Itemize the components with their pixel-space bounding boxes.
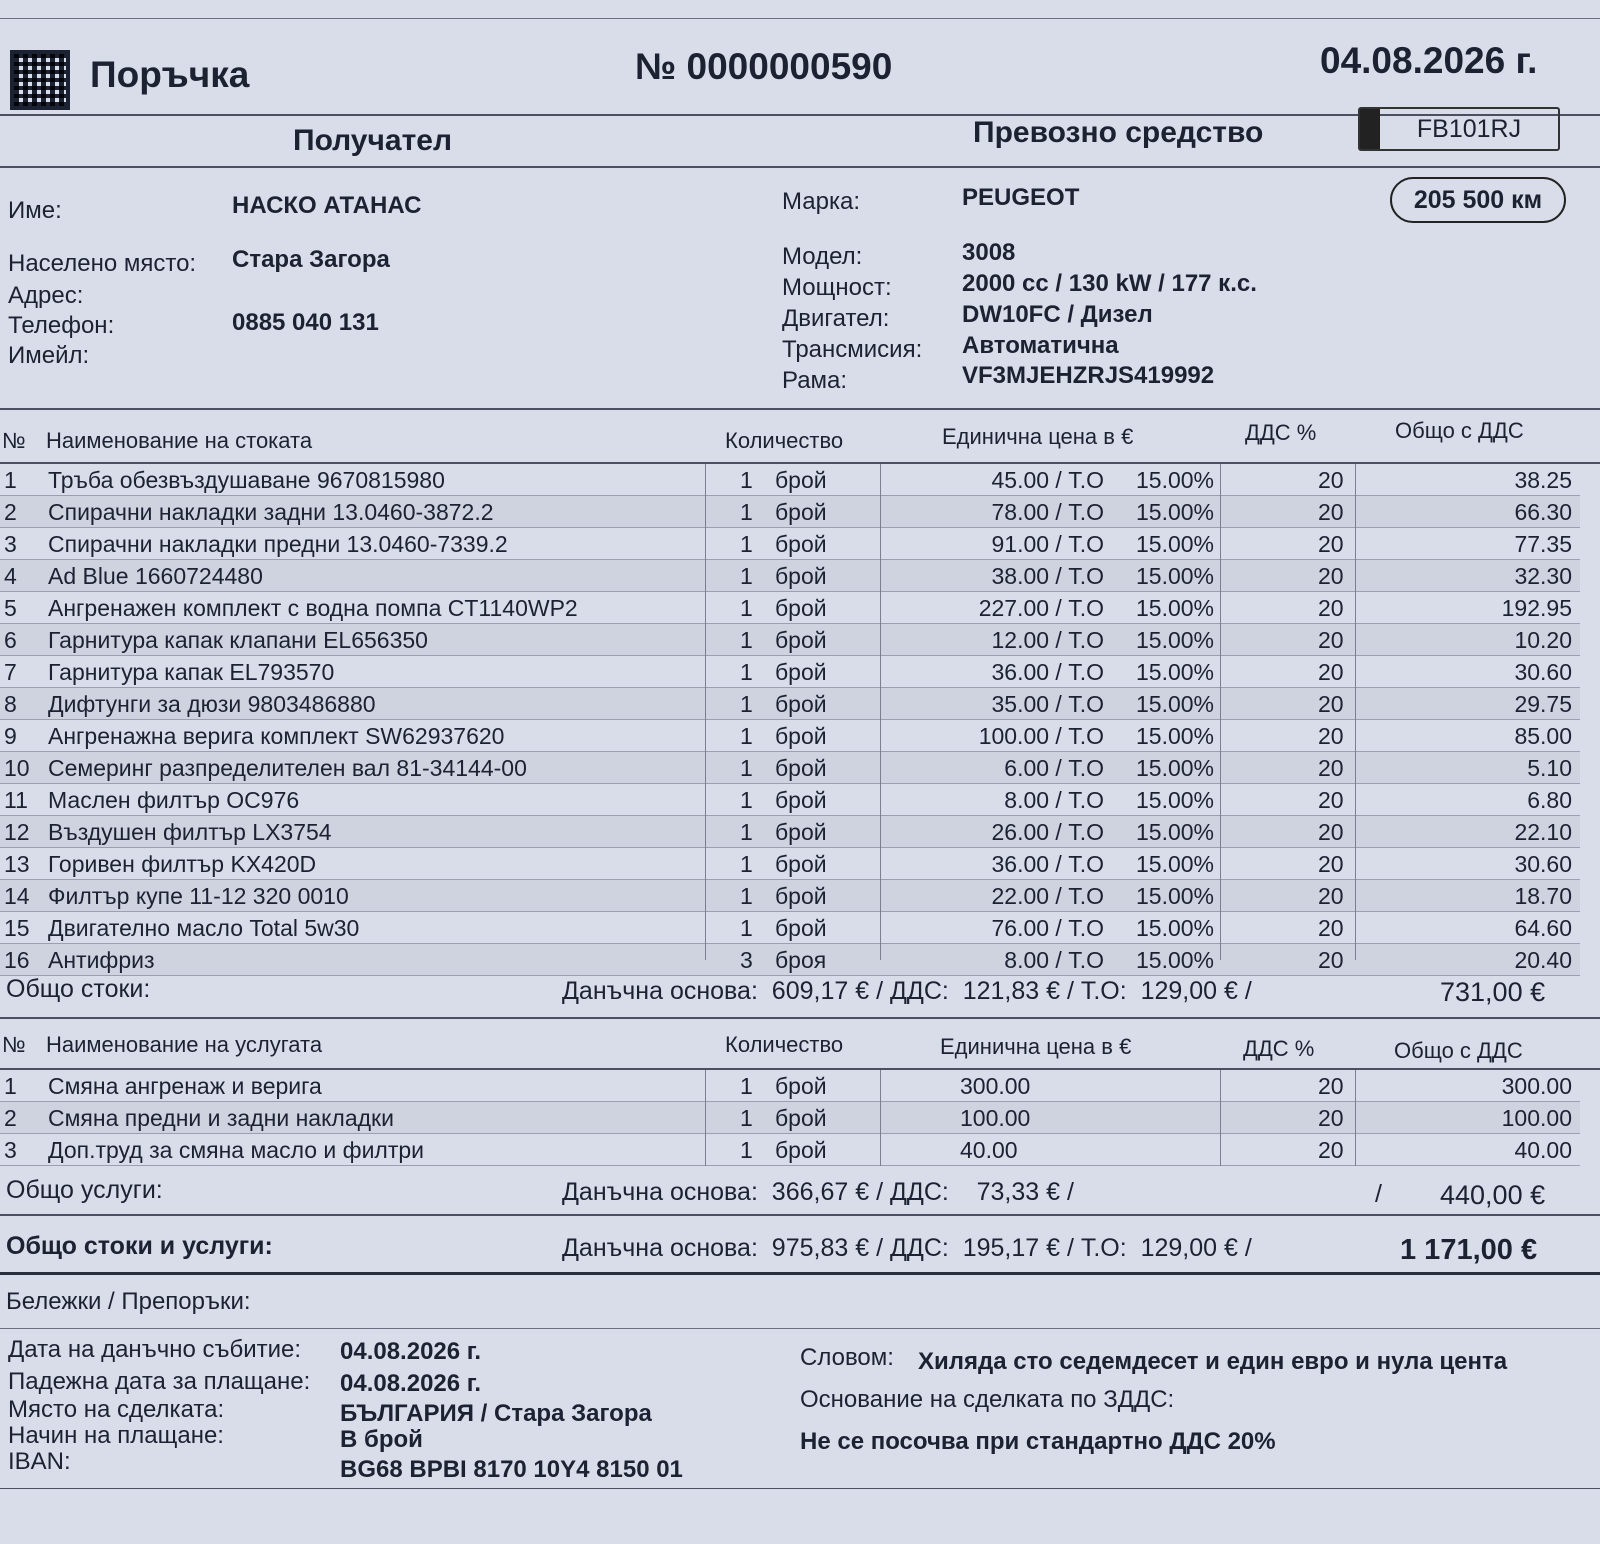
row-quantity: 1 [740,787,753,813]
words-label: Словом: [800,1344,894,1371]
row-number: 3 [4,1137,17,1163]
row-number: 2 [4,1105,17,1131]
row-unit-price: 36.00 / Т.О [991,659,1104,685]
services-total-breakdown: Данъчна основа: 366,67 € / ДДС: 73,33 € / [562,1178,1074,1206]
grand-total-breakdown: Данъчна основа: 975,83 € / ДДС: 195,17 € / Т.О: 129,00 € / [562,1234,1252,1262]
row-unit: брой [775,659,827,685]
row-vat: 20 [1318,659,1344,685]
row-name: Спирачни накладки задни 13.0460-3872.2 [48,499,494,525]
order-number: № 0000000590 [635,46,893,87]
row-total: 192.95 [1501,595,1572,621]
row-unit: брой [775,1073,827,1099]
row-vat: 20 [1318,691,1344,717]
row-discount: 15.00% [1136,595,1215,621]
row-total: 30.60 [1514,851,1572,877]
row-name: Ad Blue 1660724480 [48,563,263,589]
customer-phone: 0885 040 131 [232,309,379,336]
row-unit-price: 227.00 / Т.О [978,595,1104,621]
row-unit: брой [775,1105,827,1131]
divider [0,408,1600,410]
vehicle-transmission: Автоматична [962,332,1119,359]
iban: BG68 BPBI 8170 10Y4 8150 01 [340,1456,683,1483]
divider [0,1328,1600,1329]
row-vat: 20 [1318,851,1344,877]
vehicle-make: PEUGEOT [962,184,1080,211]
row-name: Антифриз [48,947,155,973]
row-unit: броя [775,947,827,973]
row-unit-price: 8.00 / Т.О [1004,947,1104,973]
payment-method: В брой [340,1426,423,1453]
services-col-quantity: Количество [725,1032,844,1057]
row-discount: 15.00% [1136,531,1215,557]
row-total: 18.70 [1514,883,1572,909]
row-unit-price: 22.00 / Т.О [991,883,1104,909]
goods-total-breakdown: Данъчна основа: 609,17 € / ДДС: 121,83 € / Т.О: 129,00 € / [562,977,1252,1005]
services-col-total: Общо с ДДС [1394,1038,1523,1063]
row-number: 8 [4,691,17,717]
column-divider [705,1070,706,1166]
vehicle-model: 3008 [962,239,1016,266]
row-name: Филтър купе 11-12 320 0010 [48,883,349,909]
name-label: Име: [8,197,62,224]
row-unit: брой [775,755,827,781]
divider [0,1272,1600,1275]
row-discount: 15.00% [1136,691,1215,717]
vehicle-engine: DW10FC / Дизел [962,301,1153,328]
column-divider [1355,1070,1356,1166]
row-quantity: 1 [740,1073,753,1099]
iban-label: IBAN: [8,1448,71,1475]
plate-number: FB101RJ [1416,114,1522,143]
row-total: 66.30 [1514,499,1572,525]
row-number: 3 [4,531,17,557]
table-row [0,944,1580,976]
address-label: Адрес: [8,282,84,309]
row-number: 6 [4,627,17,653]
row-quantity: 1 [740,1105,753,1131]
row-vat: 20 [1318,819,1344,845]
row-unit: брой [775,819,827,845]
row-quantity: 1 [740,627,753,653]
row-quantity: 1 [740,915,753,941]
goods-total: 731,00 € [1440,977,1546,1007]
table-row [0,816,1580,848]
phone-label: Телефон: [8,312,115,339]
services-total-slash: / [1375,1180,1382,1208]
row-discount: 15.00% [1136,723,1215,749]
row-quantity: 1 [740,691,753,717]
row-discount: 15.00% [1136,883,1215,909]
row-vat: 20 [1318,947,1344,973]
row-total: 77.35 [1514,531,1572,557]
row-quantity: 1 [740,563,753,589]
row-total: 30.60 [1514,659,1572,685]
row-discount: 15.00% [1136,627,1215,653]
email-label: Имейл: [8,342,90,369]
goods-col-total: Общо с ДДС [1395,418,1524,443]
row-unit-price: 8.00 / Т.О [1004,787,1104,813]
power-label: Мощност: [782,274,892,301]
row-vat: 20 [1318,563,1344,589]
row-discount: 15.00% [1136,499,1215,525]
row-quantity: 1 [740,883,753,909]
row-unit: брой [775,595,827,621]
row-number: 15 [4,915,30,941]
row-vat: 20 [1318,627,1344,653]
row-quantity: 1 [740,755,753,781]
transmission-label: Трансмисия: [782,336,923,363]
row-unit: брой [775,627,827,653]
vehicle-power: 2000 cc / 130 kW / 177 к.с. [962,270,1257,297]
grand-total: 1 171,00 € [1400,1234,1538,1266]
row-name: Гарнитура капак клапани EL656350 [48,627,428,653]
divider [0,1214,1600,1216]
payment-label: Начин на плащане: [8,1422,224,1449]
row-discount: 15.00% [1136,467,1215,493]
vehicle-vin: VF3MJEHZRJS419992 [962,362,1215,389]
row-number: 5 [4,595,17,621]
mileage-badge: 205 500 км [1390,177,1566,223]
table-row [0,912,1580,944]
row-unit-price: 100.00 [960,1105,1031,1131]
row-unit-price: 26.00 / Т.О [991,819,1104,845]
amount-in-words: Хиляда сто седемдесет и един евро и нула цента [918,1348,1508,1375]
row-vat: 20 [1318,595,1344,621]
row-quantity: 3 [740,947,753,973]
row-total: 38.25 [1514,467,1572,493]
notes-label: Бележки / Препоръки: [6,1288,251,1315]
row-vat: 20 [1318,723,1344,749]
row-name: Доп.труд за смяна масло и филтри [48,1137,425,1163]
row-vat: 20 [1318,883,1344,909]
row-number: 7 [4,659,17,685]
row-unit: брой [775,851,827,877]
customer-name: НАСКО АТАНАС [232,192,422,219]
customer-city: Стара Загора [232,246,390,273]
row-unit-price: 76.00 / Т.О [991,915,1104,941]
divider [0,1488,1600,1489]
services-col-unit-price: Единична цена в € [940,1034,1132,1059]
goods-col-unit-price: Единична цена в € [942,424,1134,449]
row-unit: брой [775,531,827,557]
recipient-heading: Получател [293,124,453,157]
row-name: Гарнитура капак EL793570 [48,659,335,685]
row-number: 1 [4,1073,17,1099]
row-name: Ангренажен комплект с водна помпа CT1140WP2 [48,595,578,621]
order-date: 04.08.2026 г. [1320,40,1538,81]
table-row [0,720,1580,752]
row-name: Въздушен филтър LX3754 [48,819,332,845]
goods-col-vat: ДДС % [1245,420,1317,445]
table-row [0,560,1580,592]
row-name: Смяна ангренаж и верига [48,1073,322,1099]
row-vat: 20 [1318,915,1344,941]
row-unit-price: 100.00 / Т.О [978,723,1104,749]
row-quantity: 1 [740,1137,753,1163]
row-number: 14 [4,883,30,909]
table-row [0,752,1580,784]
vat-basis: Не се посочва при стандартно ДДС 20% [800,1428,1276,1455]
due-date-label: Падежна дата за плащане: [8,1368,311,1395]
row-quantity: 1 [740,467,753,493]
row-number: 2 [4,499,17,525]
services-col-vat: ДДС % [1243,1036,1315,1061]
row-quantity: 1 [740,723,753,749]
tax-date-label: Дата на данъчно събитие: [8,1336,302,1363]
goods-total-label: Общо стоки: [6,975,151,1003]
row-number: 1 [4,467,17,493]
row-total: 6.80 [1527,787,1572,813]
row-total: 100.00 [1501,1105,1572,1131]
row-discount: 15.00% [1136,819,1215,845]
row-quantity: 1 [740,659,753,685]
table-row [0,1102,1580,1134]
services-total: 440,00 € [1440,1180,1546,1210]
column-divider [1220,464,1221,960]
divider [0,18,1600,19]
row-unit: брой [775,1137,827,1163]
services-total-label: Общо услуги: [6,1176,163,1204]
row-unit-price: 36.00 / Т.О [991,851,1104,877]
column-divider [705,464,706,960]
row-vat: 20 [1318,787,1344,813]
vehicle-heading: Превозно средство [973,116,1264,149]
vat-basis-label: Основание на сделката по ЗДДС: [800,1386,1175,1413]
row-total: 300.00 [1501,1073,1572,1099]
row-number: 13 [4,851,30,877]
row-vat: 20 [1318,1137,1344,1163]
grand-total-label: Общо стоки и услуги: [6,1232,273,1260]
row-quantity: 1 [740,531,753,557]
row-unit: брой [775,563,827,589]
row-total: 20.40 [1514,947,1572,973]
tax-date: 04.08.2026 г. [340,1338,482,1365]
divider [0,1017,1600,1019]
table-row [0,848,1580,880]
row-number: 12 [4,819,30,845]
row-discount: 15.00% [1136,755,1215,781]
row-unit-price: 45.00 / Т.О [991,467,1104,493]
row-name: Дифтунги за дюзи 9803486880 [48,691,376,717]
table-row [0,656,1580,688]
row-unit: брой [775,691,827,717]
row-unit-price: 35.00 / Т.О [991,691,1104,717]
row-total: 5.10 [1527,755,1572,781]
row-vat: 20 [1318,1073,1344,1099]
row-total: 29.75 [1514,691,1572,717]
row-quantity: 1 [740,851,753,877]
row-total: 85.00 [1514,723,1572,749]
table-row [0,1134,1580,1166]
row-name: Ангренажна верига комплект SW62937620 [48,723,505,749]
row-number: 9 [4,723,17,749]
table-row [0,688,1580,720]
goods-col-quantity: Количество [725,428,844,453]
row-discount: 15.00% [1136,915,1215,941]
row-quantity: 1 [740,819,753,845]
row-name: Двигателно масло Total 5w30 [48,915,360,941]
column-divider [1355,464,1356,960]
row-unit-price: 38.00 / Т.О [991,563,1104,589]
row-unit: брой [775,467,827,493]
model-label: Модел: [782,243,863,270]
row-total: 40.00 [1514,1137,1572,1163]
row-number: 10 [4,755,30,781]
row-unit: брой [775,883,827,909]
place: БЪЛГАРИЯ / Стара Загора [340,1400,652,1427]
goods-col-number: № [2,428,26,453]
row-discount: 15.00% [1136,787,1215,813]
row-vat: 20 [1318,531,1344,557]
row-vat: 20 [1318,467,1344,493]
row-unit: брой [775,915,827,941]
row-total: 32.30 [1514,563,1572,589]
row-unit: брой [775,499,827,525]
row-unit-price: 91.00 / Т.О [991,531,1104,557]
frame-label: Рама: [782,367,848,394]
document-title: Поръчка [90,54,250,95]
goods-col-name: Наименование на стоката [46,428,313,453]
place-label: Място на сделката: [8,1396,225,1423]
row-name: Спирачни накладки предни 13.0460-7339.2 [48,531,508,557]
row-number: 11 [4,787,28,813]
column-divider [880,1070,881,1166]
row-unit-price: 6.00 / Т.О [1004,755,1104,781]
row-unit-price: 300.00 [960,1073,1031,1099]
row-vat: 20 [1318,755,1344,781]
row-discount: 15.00% [1136,851,1215,877]
goods-table [0,464,1580,976]
row-discount: 15.00% [1136,659,1215,685]
row-name: Маслен филтър OC976 [48,787,300,813]
row-vat: 20 [1318,499,1344,525]
services-table [0,1070,1580,1166]
engine-label: Двигател: [782,305,890,332]
license-plate [1358,107,1560,151]
row-number: 4 [4,563,17,589]
services-col-name: Наименование на услугата [46,1032,323,1057]
row-number: 16 [4,947,30,973]
column-divider [1220,1070,1221,1166]
table-row [0,528,1580,560]
table-row [0,784,1580,816]
make-label: Марка: [782,188,860,215]
qr-code-icon [10,50,70,110]
row-discount: 15.00% [1136,563,1215,589]
services-col-number: № [2,1032,26,1057]
table-row [0,592,1580,624]
row-name: Горивен филтър KX420D [48,851,317,877]
row-total: 22.10 [1514,819,1572,845]
row-name: Тръба обезвъздушаване 9670815980 [48,467,445,493]
due-date: 04.08.2026 г. [340,1370,482,1397]
table-row [0,1070,1580,1102]
row-total: 10.20 [1514,627,1572,653]
city-label: Населено място: [8,250,197,277]
table-row [0,496,1580,528]
row-name: Смяна предни и задни накладки [48,1105,394,1131]
row-vat: 20 [1318,1105,1344,1131]
row-unit-price: 12.00 / Т.О [991,627,1104,653]
table-row [0,624,1580,656]
row-name: Семеринг разпределителен вал 81-34144-00 [48,755,527,781]
row-discount: 15.00% [1136,947,1215,973]
row-quantity: 1 [740,499,753,525]
row-unit-price: 40.00 [960,1137,1018,1163]
table-row [0,880,1580,912]
row-unit: брой [775,723,827,749]
divider [0,166,1600,168]
row-total: 64.60 [1514,915,1572,941]
row-unit: брой [775,787,827,813]
table-row [0,464,1580,496]
eu-flag-icon [1360,109,1380,149]
row-unit-price: 78.00 / Т.О [991,499,1104,525]
row-quantity: 1 [740,595,753,621]
column-divider [880,464,881,960]
